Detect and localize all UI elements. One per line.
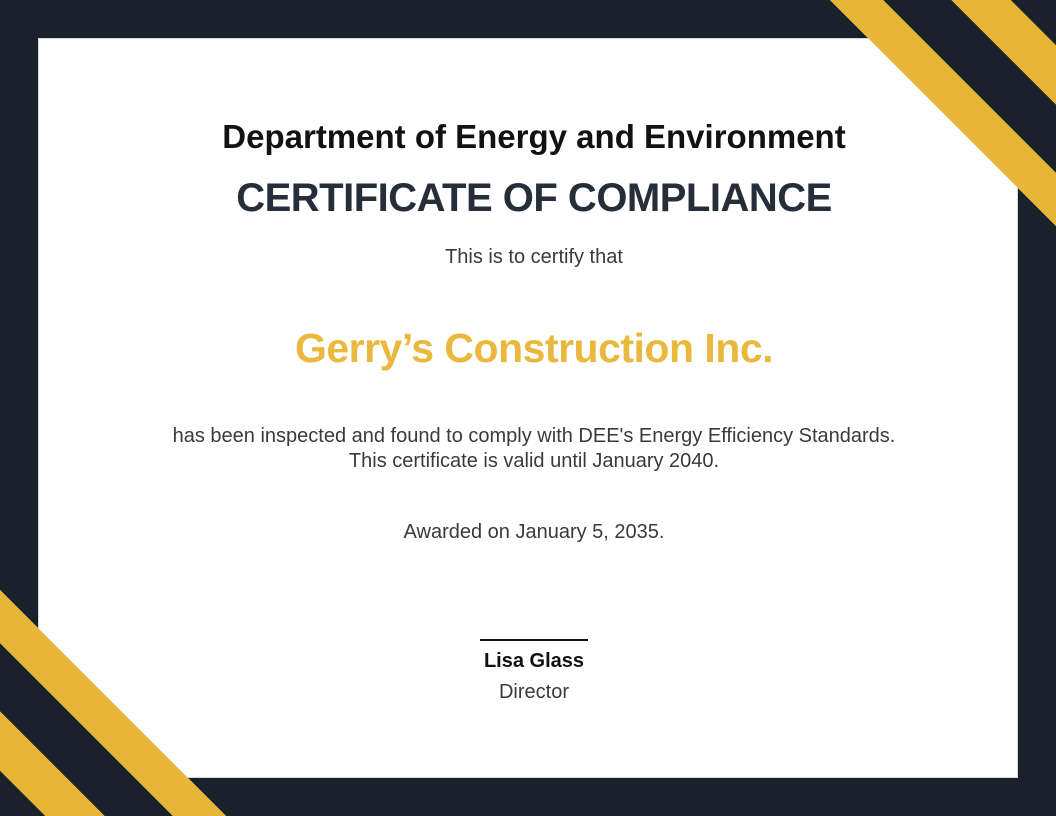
compliance-statement-line-2: This certificate is valid until January 2040. — [348, 450, 720, 473]
compliance-statement — [50, 424, 1018, 474]
certificate-content — [38, 38, 1018, 778]
intro-text: This is to certify that — [445, 246, 623, 269]
signatory-title: Director — [498, 681, 569, 704]
issuer-name: Department of Energy and Environment — [222, 118, 846, 155]
compliance-statement-line-1: has been inspected and found to comply with DEE's Energy Efficiency Standards. — [172, 425, 896, 448]
certificate-title: CERTIFICATE OF COMPLIANCE — [236, 176, 832, 221]
signatory-name: Lisa Glass — [483, 650, 585, 673]
signature-line — [480, 639, 588, 641]
award-date-text: Awarded on January 5, 2035. — [403, 521, 665, 544]
recipient-name: Gerry’s Construction Inc. — [294, 325, 774, 372]
